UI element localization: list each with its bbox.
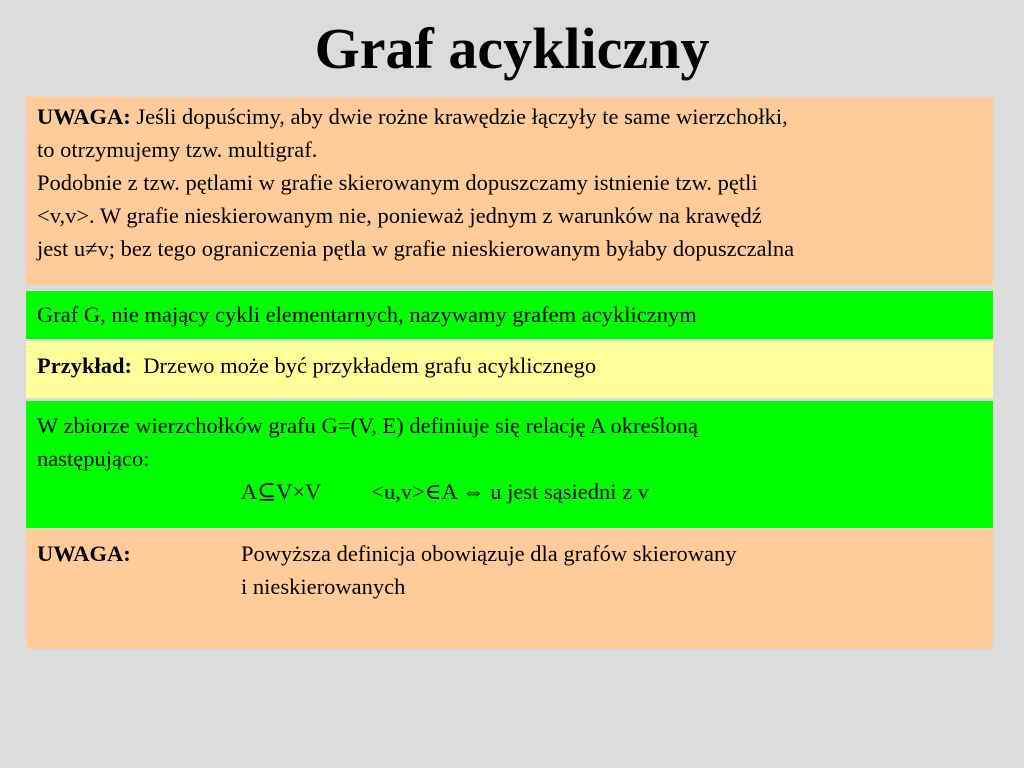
definition-box <box>26 291 993 339</box>
definition-text: Graf G, nie mający cykli elementarnych, nazywamy grafem acyklicznym <box>37 302 697 327</box>
example-label: Przykład: <box>37 353 132 378</box>
note-box-definition <box>26 529 993 649</box>
note-line-5: jest u≠v; bez tego ograniczenia pętla w grafie nieskierowanym byłaby dopuszczalna <box>37 236 795 261</box>
note-line-4: <v,v>. W grafie nieskierowanym nie, ponieważ jednym z warunków na krawędź <box>37 203 762 228</box>
note-box-multigraph <box>26 97 993 285</box>
formula-right: <u,v>∈A ⇔ u jest sąsiedni z v <box>371 479 649 504</box>
example-box <box>26 341 993 398</box>
note2-line-1 <box>37 537 993 570</box>
note2-line-1-text: Powyższa definicja obowiązuje dla grafów skierowany <box>241 541 737 566</box>
relation-formula <box>37 475 993 508</box>
page-title: Graf acykliczny <box>314 16 710 81</box>
example-text: Drzewo może być przykładem grafu acyklicznego <box>132 353 597 378</box>
note2-label: UWAGA: <box>37 541 131 566</box>
note-line-2: to otrzymujemy tzw. multigraf. <box>37 137 318 162</box>
note-line-3: Podobnie z tzw. pętlami w grafie skierowanym dopuszczamy istnienie tzw. pętli <box>37 170 758 195</box>
note-label: UWAGA: <box>37 104 131 129</box>
formula-left: A⊆V×V <box>241 479 322 504</box>
note2-line-2: i nieskierowanych <box>241 574 406 599</box>
relation-line-2: następująco: <box>37 446 150 471</box>
relation-line-1: W zbiorze wierzchołków grafu G=(V, E) definiuje się relację A określoną <box>37 413 698 438</box>
relation-box <box>26 401 993 528</box>
example-line <box>37 349 993 382</box>
note-line-1 <box>37 100 993 133</box>
note-line-1-text: Jeśli dopuścimy, aby dwie rożne krawędzie łączyły te same wierzchołki, <box>130 104 788 129</box>
